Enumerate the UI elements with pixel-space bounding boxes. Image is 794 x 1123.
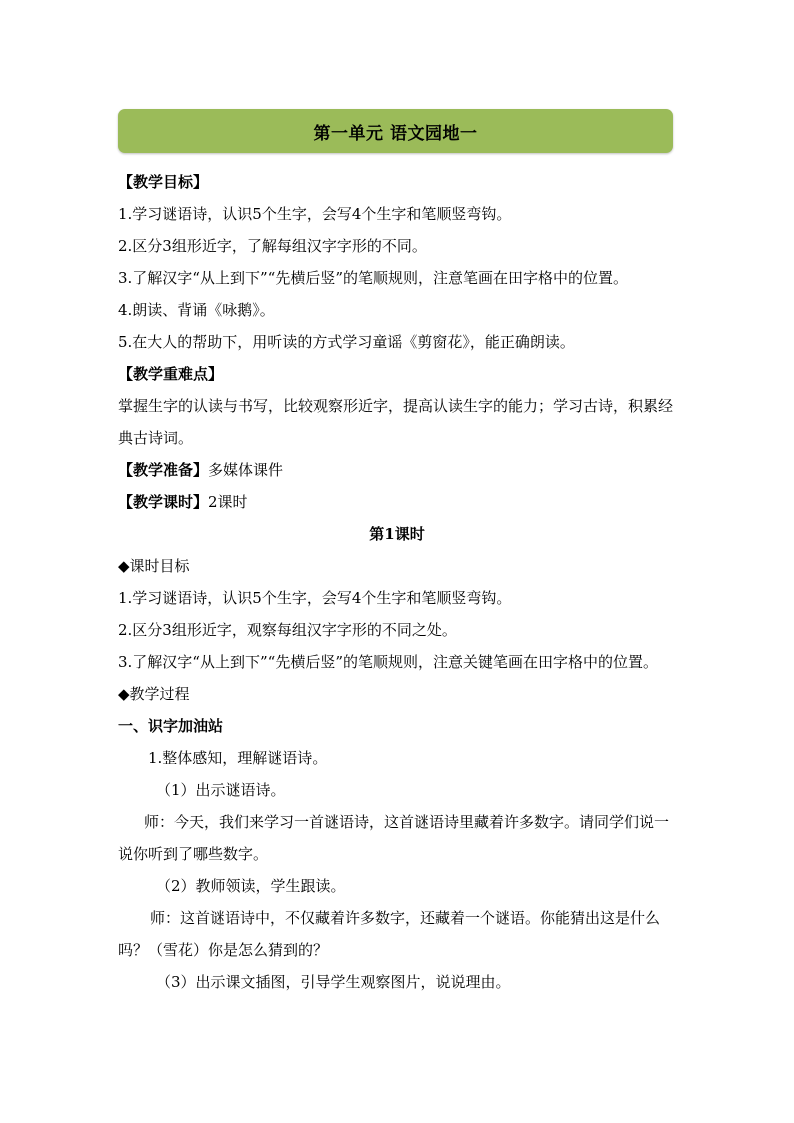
preparation-value: 多媒体课件 (208, 461, 284, 479)
goals-heading: ◆课时目标 (118, 557, 190, 575)
page-title: 第一单元 语文园地一 (313, 123, 478, 144)
document-body (118, 166, 676, 998)
sub-step-item: （3）出示课文插图，引导学生观察图片，说说理由。 (156, 973, 511, 991)
process-heading: ◆教学过程 (118, 685, 190, 703)
objective-item: 2.区分3组形近字，了解每组汉字字形的不同。 (118, 237, 427, 255)
teacher-paragraph: 师：这首谜语诗中，不仅藏着许多数字，还藏着一个谜语。你能猜出这是什么吗？（雪花）你是怎么猜到的？ (118, 909, 661, 959)
preparation-label: 【教学准备】 (118, 461, 209, 479)
objective-item: 3.了解汉字“从上到下”“先横后竖”的笔顺规则，注意笔画在田字格中的位置。 (118, 269, 628, 287)
objective-item: 1.学习谜语诗，认识5个生字，会写4个生字和笔顺竖弯钩。 (118, 205, 512, 223)
step-item: 1.整体感知，理解谜语诗。 (148, 749, 328, 767)
key-points-text: 掌握生字的认读与书写，比较观察形近字，提高认读生字的能力；学习古诗，积累经典古诗词。 (118, 397, 674, 447)
section-heading: 一、识字加油站 (118, 717, 224, 735)
hours-value: 2课时 (208, 493, 248, 511)
key-points-heading: 【教学重难点】 (118, 365, 224, 383)
goal-item: 2.区分3组形近字，观察每组汉字字形的不同之处。 (118, 621, 457, 639)
objective-item: 5.在大人的帮助下，用听读的方式学习童谣《剪窗花》，能正确朗读。 (118, 333, 575, 351)
hours-label: 【教学课时】 (118, 493, 209, 511)
objective-item: 4.朗读、背诵《咏鹅》。 (118, 301, 275, 319)
objectives-heading: 【教学目标】 (118, 173, 209, 191)
sub-step-item: （2）教师领读，学生跟读。 (156, 877, 346, 895)
preparation-line (118, 454, 676, 486)
goal-item: 1.学习谜语诗，认识5个生字，会写4个生字和笔顺竖弯钩。 (118, 589, 512, 607)
goal-item: 3.了解汉字“从上到下”“先横后竖”的笔顺规则，注意关键笔画在田字格中的位置。 (118, 653, 658, 671)
title-banner (118, 109, 673, 153)
teacher-paragraph: 师：今天，我们来学习一首谜语诗，这首谜语诗里藏着许多数字。请同学们说一说你听到了哪些数字。 (118, 813, 670, 863)
hours-line (118, 486, 676, 518)
sub-step-item: （1）出示谜语诗。 (156, 781, 286, 799)
lesson-heading: 第1课时 (369, 525, 425, 543)
